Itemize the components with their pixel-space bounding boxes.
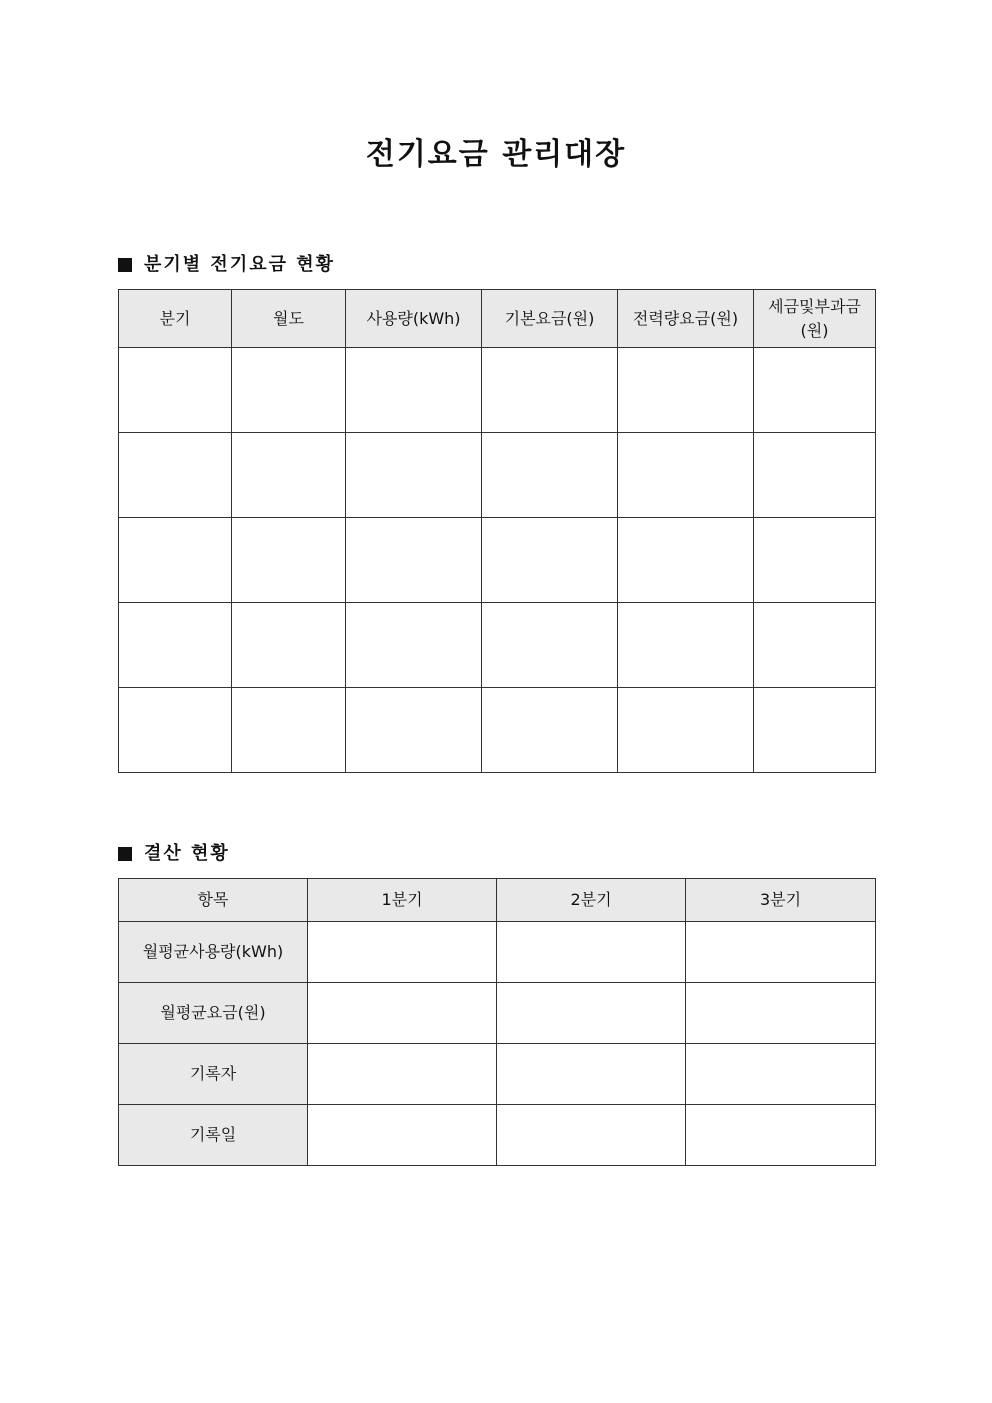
table-row: [119, 603, 876, 688]
table-cell[interactable]: [346, 433, 482, 518]
table-cell[interactable]: [482, 518, 618, 603]
header-q2: 2분기: [497, 879, 686, 922]
table-cell[interactable]: [686, 922, 876, 983]
black-square-icon: [118, 847, 132, 861]
table-cell[interactable]: [346, 688, 482, 773]
row-label-avg-usage: 월평균사용량(kWh): [119, 922, 308, 983]
header-usage: 사용량(kWh): [346, 290, 482, 348]
table-cell[interactable]: [618, 603, 754, 688]
table-header-row: [119, 879, 876, 922]
section-heading-settlement: [118, 842, 230, 866]
table-row: [119, 348, 876, 433]
table-cell[interactable]: [119, 433, 232, 518]
table-cell[interactable]: [346, 603, 482, 688]
settlement-table: [118, 878, 876, 1166]
section-heading-quarterly: [118, 253, 335, 277]
table-header-row: [119, 290, 876, 348]
table-cell[interactable]: [119, 688, 232, 773]
table-cell[interactable]: [308, 1044, 497, 1105]
row-label-record-date: 기록일: [119, 1105, 308, 1166]
table-cell[interactable]: [232, 603, 346, 688]
table-cell[interactable]: [232, 348, 346, 433]
row-label-recorder: 기록자: [119, 1044, 308, 1105]
table-row: [119, 518, 876, 603]
table-cell[interactable]: [482, 348, 618, 433]
table-row: [119, 1105, 876, 1166]
table-cell[interactable]: [232, 688, 346, 773]
table-cell[interactable]: [754, 688, 876, 773]
table-cell[interactable]: [686, 1044, 876, 1105]
table-cell[interactable]: [618, 518, 754, 603]
table-row: [119, 922, 876, 983]
table-cell[interactable]: [232, 433, 346, 518]
row-label-avg-fee: 월평균요금(원): [119, 983, 308, 1044]
header-q1: 1분기: [308, 879, 497, 922]
header-tax: 세금및부과금 (원): [754, 290, 876, 348]
table-cell[interactable]: [308, 983, 497, 1044]
table-cell[interactable]: [754, 603, 876, 688]
table-cell[interactable]: [618, 688, 754, 773]
table-cell[interactable]: [119, 603, 232, 688]
table-cell[interactable]: [482, 688, 618, 773]
table-row: [119, 1044, 876, 1105]
table-cell[interactable]: [497, 983, 686, 1044]
table-cell[interactable]: [308, 922, 497, 983]
table-row: [119, 983, 876, 1044]
header-quarter: 분기: [119, 290, 232, 348]
section-heading-settlement-label: 결산 현황: [144, 843, 230, 864]
section-heading-quarterly-label: 분기별 전기요금 현황: [144, 254, 336, 275]
table-cell[interactable]: [482, 433, 618, 518]
table-cell[interactable]: [497, 1105, 686, 1166]
table-cell[interactable]: [119, 348, 232, 433]
table-cell[interactable]: [482, 603, 618, 688]
table-cell[interactable]: [754, 348, 876, 433]
table-cell[interactable]: [754, 433, 876, 518]
header-month: 월도: [232, 290, 346, 348]
header-item: 항목: [119, 879, 308, 922]
table-row: [119, 688, 876, 773]
document-title: 전기요금 관리대장: [365, 137, 627, 172]
table-cell[interactable]: [497, 1044, 686, 1105]
table-cell[interactable]: [119, 518, 232, 603]
table-row: [119, 433, 876, 518]
quarterly-fee-table: [118, 289, 876, 773]
table-cell[interactable]: [497, 922, 686, 983]
table-cell[interactable]: [346, 348, 482, 433]
table-cell[interactable]: [308, 1105, 497, 1166]
table-cell[interactable]: [754, 518, 876, 603]
table-cell[interactable]: [618, 433, 754, 518]
header-energy-fee: 전력량요금(원): [618, 290, 754, 348]
table-cell[interactable]: [618, 348, 754, 433]
table-cell[interactable]: [686, 983, 876, 1044]
header-base-fee: 기본요금(원): [482, 290, 618, 348]
table-cell[interactable]: [346, 518, 482, 603]
black-square-icon: [118, 258, 132, 272]
table-cell[interactable]: [686, 1105, 876, 1166]
header-q3: 3분기: [686, 879, 876, 922]
table-cell[interactable]: [232, 518, 346, 603]
